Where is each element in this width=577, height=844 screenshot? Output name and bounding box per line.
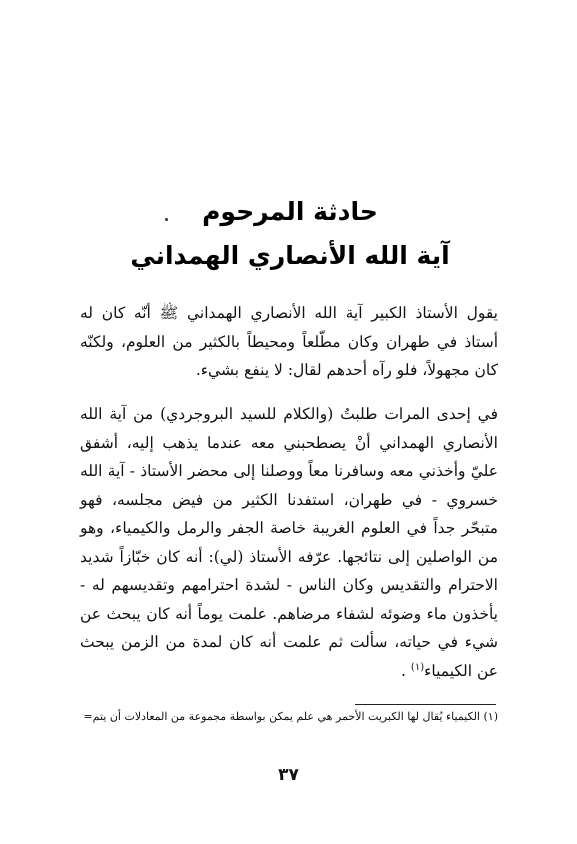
paragraph-1: يقول الأستاذ الكبير آية الله الأنصاري الهمداني ﷺ أنّه كان له أستاذ في طهران وكان مطّلعاً ومحيطاً بالكثير من العلوم، ولكنّه كان مجهولاً، فلو رآه أحدهم لقال: لا ينفع بشيء. (80, 304, 498, 379)
footnote-reference: (١) (410, 661, 425, 673)
footnote-divider (355, 704, 496, 705)
chapter-title-line-1: حادثة المرحوم (202, 197, 378, 226)
paragraph-2-text: في إحدى المرات طلبتُ (والكلام للسيد البروجردي) من آية الله الأنصاري الهمداني أنْ يصطحبني معه عندما يذهب إليه، أشفق عليّ وأخذني معه وسافرنا معاً ووصلنا إلى محضر الأستاذ - آية الله خسروي - في طهران، استفدنا الكثير من فيض مجلسه، فهو متبحّر جداً في العلوم الغريبة خاصة الجفر والرمل والكيمياء، وهو من الواصلين إلى نتائجها. عرّفه الأستاذ (لي): أنه كان خبّازاً شديد الاحترام والتقديس وكان الناس - لشدة احترامهم وتقديسهم له - يأخذون ماء وضوئه لشفاء مرضاهم. علمت يوماً أنه كان يبحث عن شيء في حياته، سألت ثم علمت أنه كان لمدة من الزمن يبحث عن الكيمياء (80, 405, 498, 680)
page-number: ٣٧ (278, 765, 299, 785)
chapter-title-line-2: آية الله الأنصاري الهمداني (130, 241, 450, 270)
print-speck (165, 218, 168, 221)
paragraph-2-end: . (401, 661, 406, 680)
footnote: (١) الكيمياء يُقال لها الكبريت الأحمر هي علم يمكن بواسطة مجموعة من المعادلات أن يتم= (83, 710, 498, 723)
paragraph-2 (80, 400, 498, 685)
